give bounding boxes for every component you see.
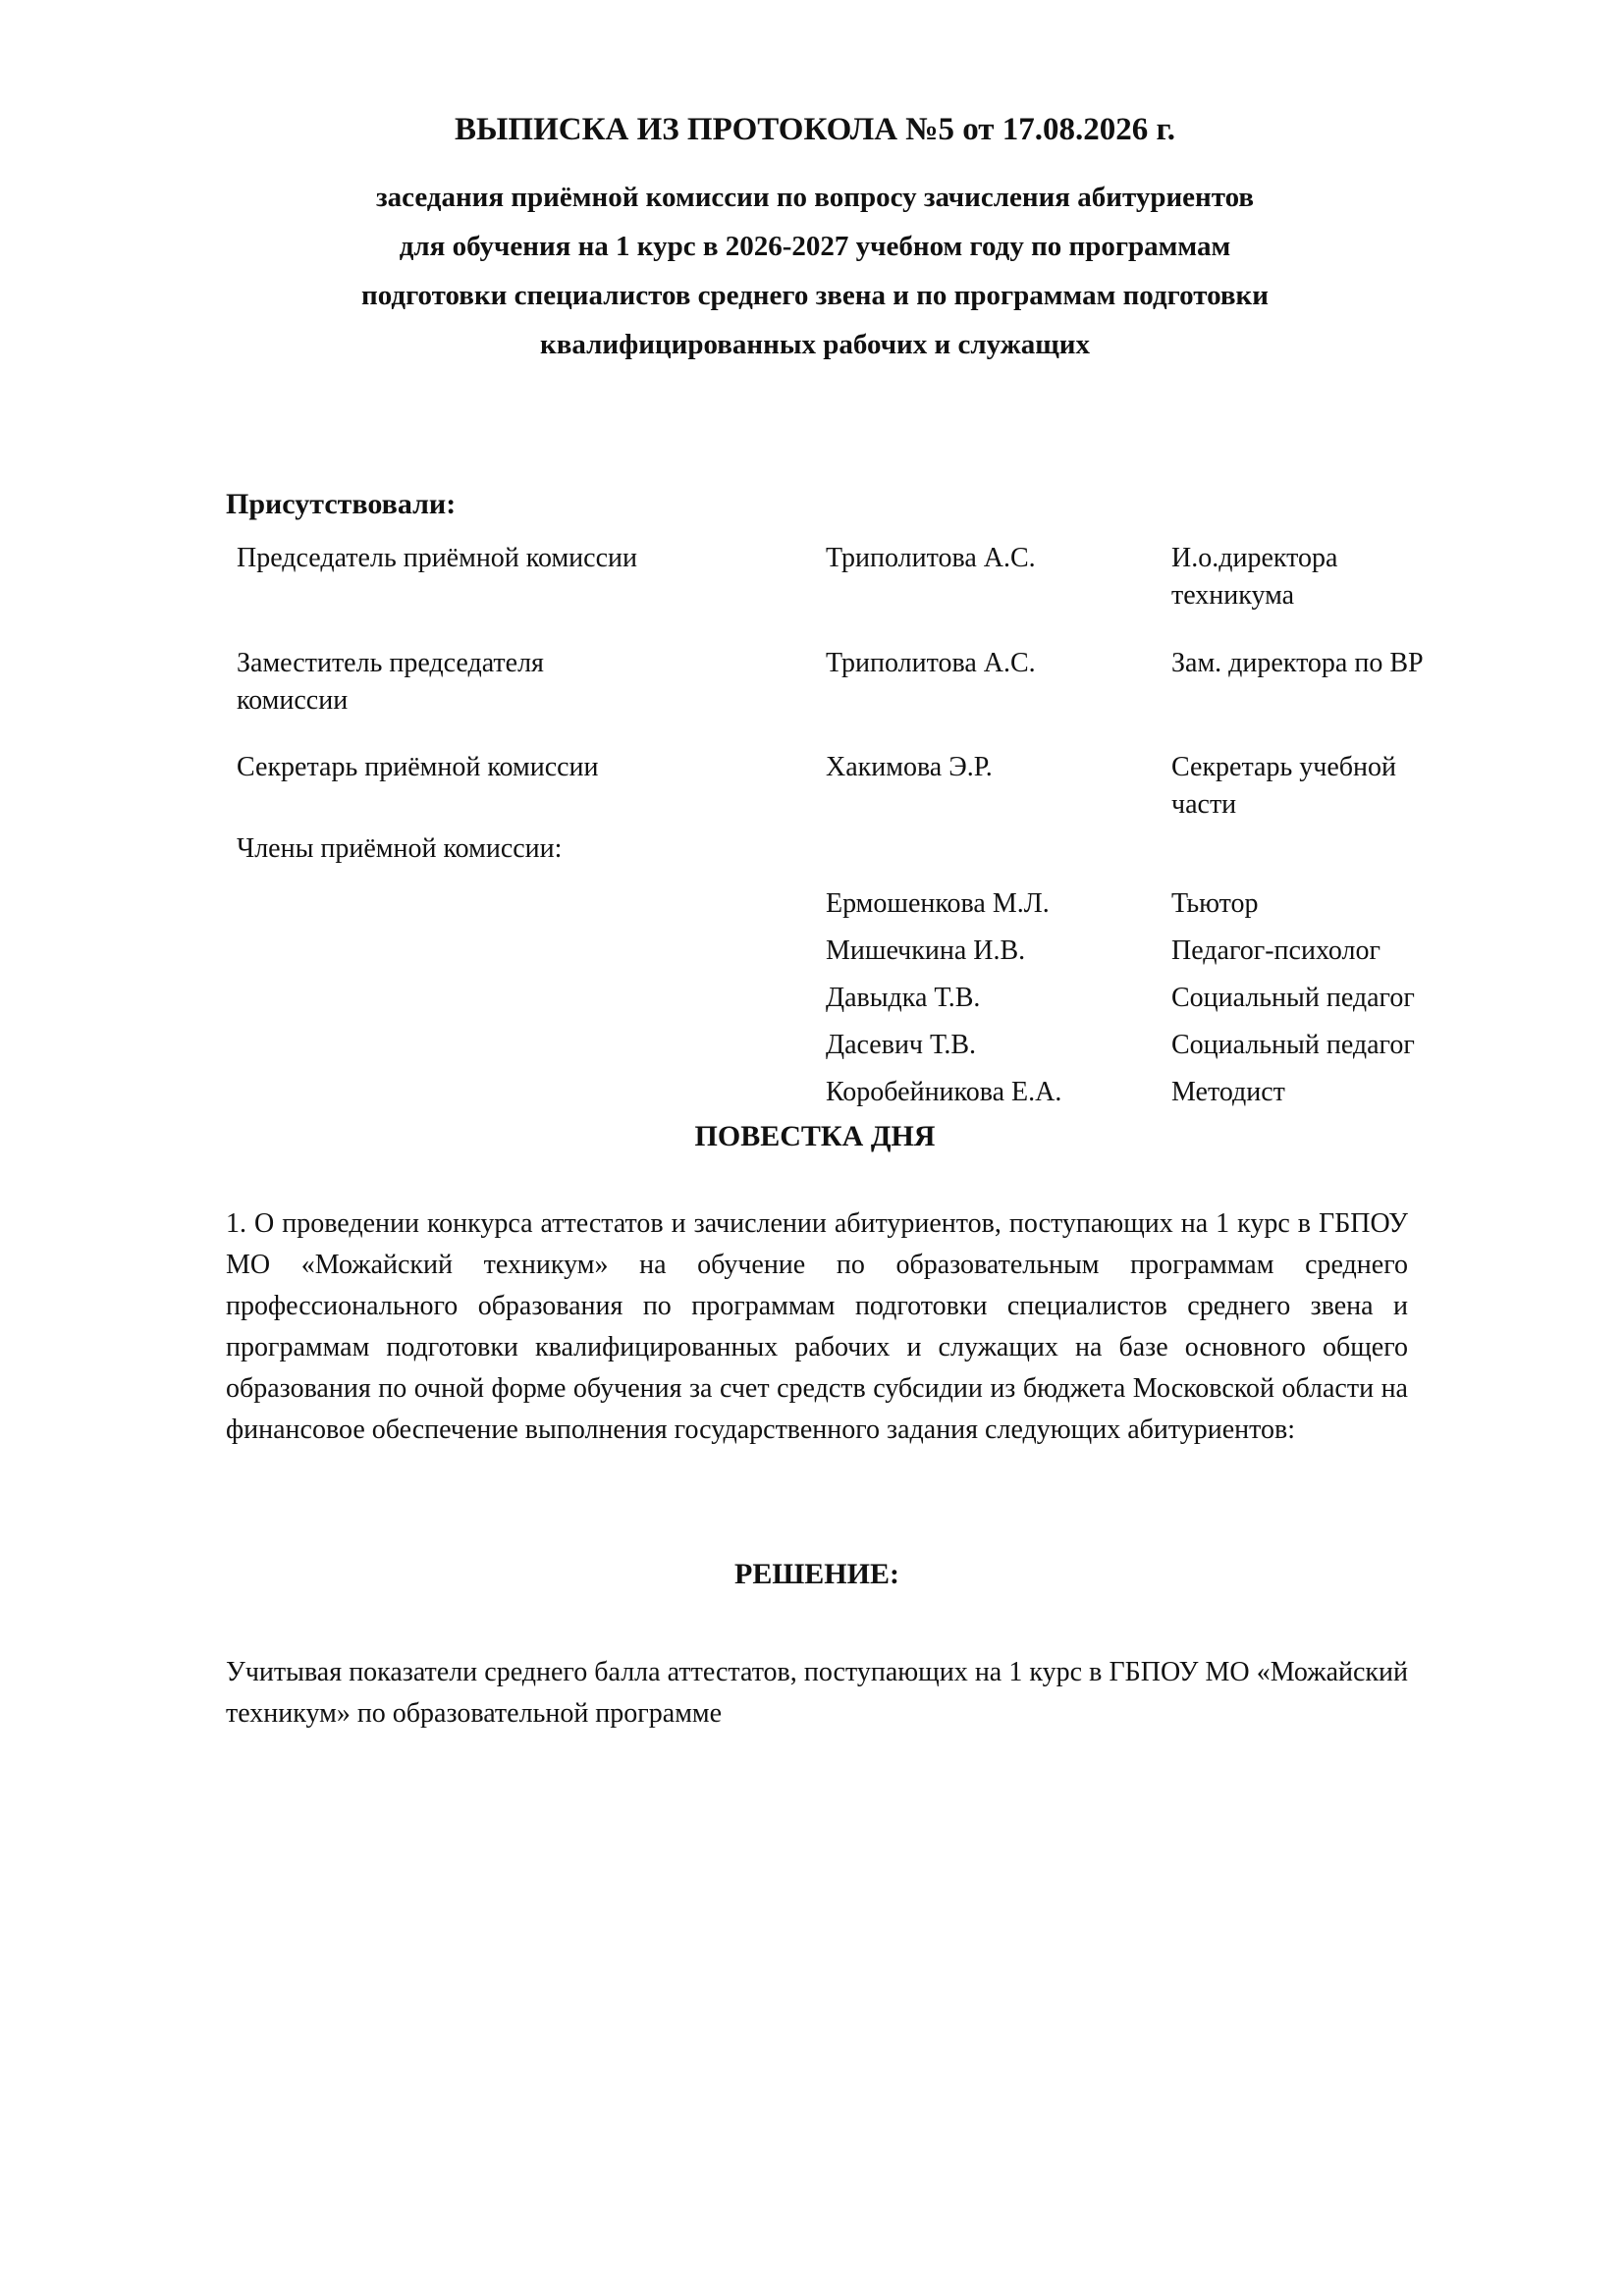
member-name: Дасевич Т.В. — [826, 1030, 976, 1060]
attendee-role: Председатель приёмной комиссии — [237, 543, 637, 573]
member-position: Педагог-психолог — [1171, 935, 1380, 966]
attendee-position: И.о.директора техникума — [1171, 543, 1338, 611]
member-position: Тьютор — [1171, 888, 1259, 919]
attendees-heading: Присутствовали: — [226, 488, 457, 520]
document-subtitle — [226, 173, 1404, 369]
member-name: Давыдка Т.В. — [826, 983, 981, 1013]
attendee-position: Зам. директора по ВР — [1171, 648, 1424, 678]
attendee-role: Заместитель председателя комиссии — [237, 648, 544, 716]
member-position: Социальный педагог — [1171, 1030, 1415, 1060]
subtitle-line: подготовки специалистов среднего звена и по программам подготовки — [361, 280, 1269, 311]
subtitle-line: квалифицированных рабочих и служащих — [540, 329, 1090, 360]
attendee-name: Триполитова А.С. — [826, 543, 1036, 573]
agenda-item-text: 1. О проведении конкурса аттестатов и зачислении абитуриентов, поступающих на 1 курс в ГБПОУ МО «Можайский техникум» на обучение по образовательным программам среднего профессионального образования по программам подготовки специалистов среднего звена и программам подготовки квалифицированных рабочих и служащих на базе основного общего образования по очной форме обучения за счет средств субсидии из бюджета Московской области на финансовое обеспечение выполнения государственного задания следующих абитуриентов: — [226, 1208, 1408, 1445]
member-position: Социальный педагог — [1171, 983, 1415, 1013]
member-name: Коробейникова Е.А. — [826, 1077, 1062, 1107]
attendee-role: Секретарь приёмной комиссии — [237, 752, 599, 782]
member-position: Методист — [1171, 1077, 1285, 1107]
attendee-name: Хакимова Э.Р. — [826, 752, 993, 782]
member-name: Мишечкина И.В. — [826, 935, 1026, 966]
members-label: Члены приёмной комиссии: — [237, 833, 563, 864]
document-title: ВЫПИСКА ИЗ ПРОТОКОЛА №5 от 17.08.2026 г. — [455, 112, 1175, 147]
agenda-heading: ПОВЕСТКА ДНЯ — [694, 1120, 936, 1152]
attendee-position: Секретарь учебной части — [1171, 752, 1396, 820]
decision-text: Учитывая показатели среднего балла аттестатов, поступающих на 1 курс в ГБПОУ МО «Можайский техникум» по образовательной программе — [226, 1657, 1408, 1729]
subtitle-line: заседания приёмной комиссии по вопросу зачисления абитуриентов — [375, 182, 1255, 213]
attendee-name: Триполитова А.С. — [826, 648, 1036, 678]
member-name: Ермошенкова М.Л. — [826, 888, 1050, 919]
decision-heading: РЕШЕНИЕ: — [734, 1558, 899, 1590]
subtitle-line: для обучения на 1 курс в 2026-2027 учебном году по программам — [399, 231, 1231, 262]
